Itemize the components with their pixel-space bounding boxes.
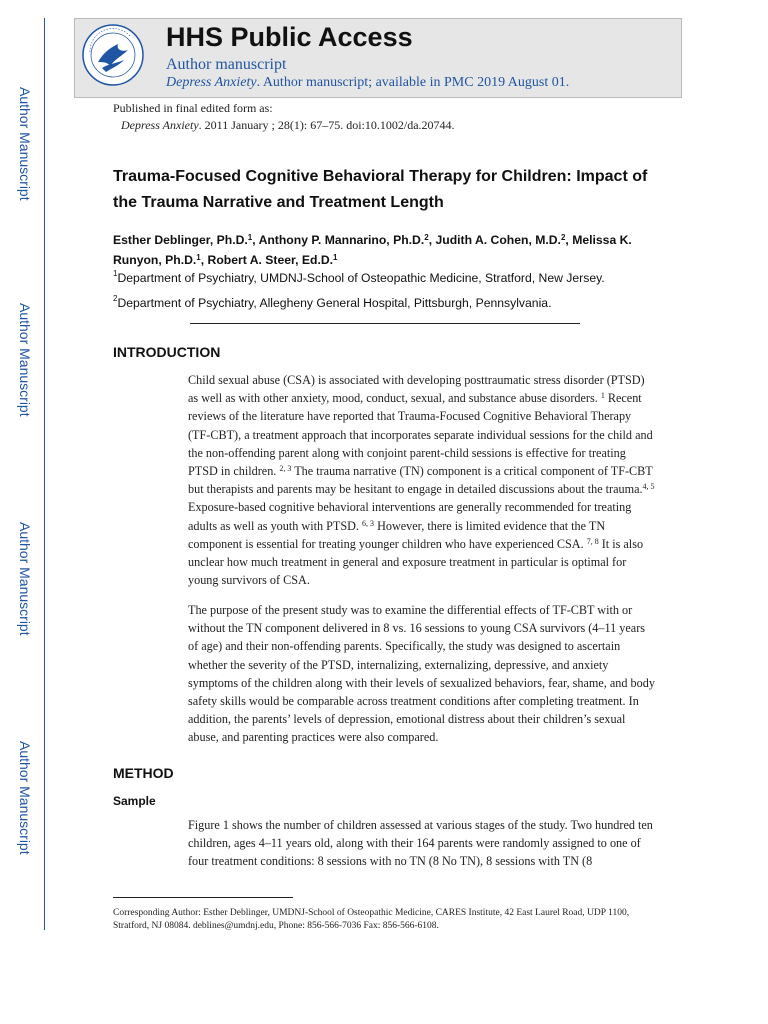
intro-paragraph-2: The purpose of the present study was to examine the differential effects of TF-CBT with or without the TN component delivered in 8 vs. 16 sessions to young CSA survivors (4–11 years of age) and their non-offending parents. Specifically, the study was designed to ascertain whether the severity of the PTSD, internalizing, externalizing, depressive, and anxiety symptoms of the children along with their levels of sexualized behaviors, fear, shame, and body safety skills would be comparable across treatment conditions after completing treatment. In addition, the parents’ levels of depression, emotional distress about their children’s sexual abuse, and parenting practices were also compared.	[188, 603, 655, 745]
author-name: Anthony P. Mannarino, Ph.D.	[258, 233, 425, 247]
citation-ref: 2, 3	[279, 464, 292, 474]
author-name: Esther Deblinger, Ph.D.	[113, 233, 248, 247]
intro-paragraph-1: Child sexual abuse (CSA) is associated with developing posttraumatic stress disorder (PTSD) as well as with other anxiety, mood, conduct, sexual, and substance abuse disorders. $^1$ Recent reviews of the literature have reported that Trauma-Focused Cognitive Behavioral Therapy (TF-CBT), a treatment approach that incorporates separate individual sessions for the child and the non-offending parent along with conjoint parent-child sessions is effective for treating PTSD in children. $^{2, 3}$ The trauma narrative (TN) component is a critical component of TF-CBT but therapists and parents may be hesitant to engage in detailed discussions about the trauma.$^{4, 5}$ Exposure-based cognitive behavioral interventions are generally recommended for treating adults as well as youth with PTSD. $^{6, 3}$ However, there is limited evidence that the TN component is essential for treating younger children who have experienced CSA. $^{7, 8}$ It is also unclear how much treatment in general and exposure treatment in particular is optimal for young survivors of CSA.	[188, 373, 655, 588]
citation-ref: 4, 5	[642, 482, 655, 492]
author-affiliation-mark: 1	[196, 253, 201, 262]
heading-sample: Sample	[113, 794, 156, 808]
author-affiliation-mark: 1	[247, 233, 253, 242]
author-name: Robert A. Steer, Ed.D.	[207, 253, 334, 267]
hhs-eagle-seal-icon	[80, 22, 146, 88]
divider	[190, 323, 580, 324]
article-title: Trauma-Focused Cognitive Behavioral Therapy for Children: Impact of the Trauma Narrative and Treatment Length	[113, 168, 648, 211]
journal-name: Depress Anxiety	[166, 75, 257, 90]
affiliation-1: $^1$Department of Psychiatry, UMDNJ-School of Osteopathic Medicine, Stratford, New Jersey.	[113, 269, 605, 285]
author-name: Judith A. Cohen, M.D.	[435, 233, 561, 247]
author-affiliation-mark: 1	[333, 253, 338, 262]
heading-introduction: INTRODUCTION	[113, 344, 221, 360]
side-label-1: Author Manuscript	[17, 87, 33, 201]
author-affiliation-mark: 2	[560, 233, 566, 242]
pmc-availability: Depress Anxiety. Author manuscript; available in PMC 2019 August 01.	[166, 75, 570, 90]
footnote-divider	[113, 897, 293, 898]
sample-paragraph: Figure 1 shows the number of children assessed at various stages of the study. Two hundred ten children, ages 4–11 years old, along with their 164 parents were randomly assigned to one of four treatment conditions: 8 sessions with no TN (8 No TN), 8 sessions with TN (8	[188, 818, 653, 869]
author-name: Melissa K. Runyon, Ph.D.	[113, 233, 632, 267]
heading-method: METHOD	[113, 765, 174, 781]
margin-rule	[44, 18, 45, 930]
author-list: Esther Deblinger, Ph.D.$^1$, Anthony P. Mannarino, Ph.D.$^2$, Judith A. Cohen, M.D.$^2$, Melissa K. Runyon, Ph.D.$^1$, Robert A. Steer, Ed.D.$^1$	[113, 233, 632, 267]
side-label-4: Author Manuscript	[17, 741, 33, 855]
citation-ref: 7, 8	[586, 536, 599, 546]
hhs-title: HHS Public Access	[166, 22, 413, 52]
citation-ref: 6, 3	[362, 518, 375, 528]
side-label-3: Author Manuscript	[17, 522, 33, 636]
manuscript-label: Author manuscript	[166, 56, 287, 73]
affiliation-2: $^2$Department of Psychiatry, Allegheny General Hospital, Pittsburgh, Pennsylvania.	[113, 294, 552, 310]
corresponding-author-note: Corresponding Author: Esther Deblinger, UMDNJ-School of Osteopathic Medicine, CARES Institute, 42 East Laurel Road, UDP 1100, Stratford, NJ 08084. deblines@umdnj.edu, Phone: 856-566-7036 Fax: 856-566-6108.	[113, 908, 630, 931]
published-citation: Published in final edited form as: Depress Anxiety. 2011 January ; 28(1): 67–75. doi:10.1002/da.20744.	[113, 101, 455, 132]
citation-ref: 1	[600, 391, 605, 401]
author-affiliation-mark: 2	[424, 233, 429, 242]
side-label-2: Author Manuscript	[17, 303, 33, 417]
